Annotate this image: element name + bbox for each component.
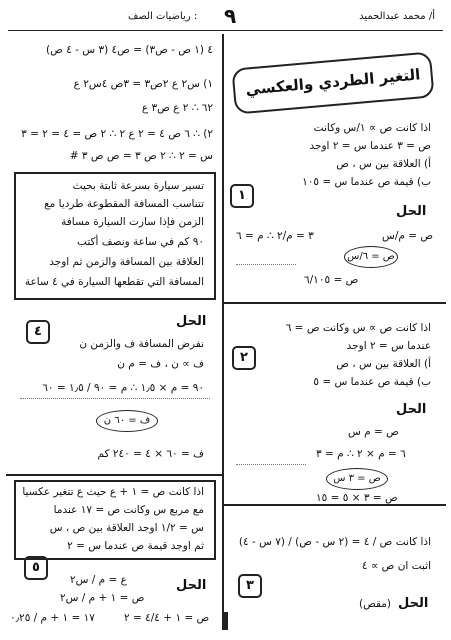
text-line: اثبت ان ص ∝ ٤: [361, 560, 431, 572]
text-line: ٩٠ كم في ساعة ونصف أكتب: [77, 236, 204, 248]
solution-label: الحل: [396, 204, 427, 219]
text-line: اذا كانت ص ∝ س وكانت ص = ٦: [285, 322, 431, 334]
solution-line: ص = ٦/١٠٥: [304, 274, 359, 286]
text-line: ص = ٣ عندما س = ٢ اوجد: [309, 140, 431, 152]
question-number: ٣: [238, 574, 262, 598]
solution-line: ص = م س: [348, 426, 399, 438]
text-line: ٢) ∴ ٦ ص ٤ = ٢ ع ٢ ∴ ٢ ص = ٤ = ٢ = ٣: [21, 128, 213, 140]
solution-line: ف = ٦٠ × ٤ = ٢٤٠ كم: [97, 448, 204, 460]
separator: [6, 474, 222, 476]
solution-label: الحل: [176, 578, 207, 593]
text-line: تسير سيارة بسرعة ثابتة بحيث: [72, 180, 204, 192]
text-line: مع مربع س وكانت ص = ١٧ عندما: [53, 504, 204, 516]
text-line: اذا كانت ص / ٤ = (٢ س - ص) / (٧ س - ٤): [238, 536, 431, 548]
result-oval: ص = ٦/س: [344, 246, 398, 268]
separator: [224, 302, 446, 304]
result-oval: ف = ٦٠ ن: [96, 410, 158, 432]
solution-line: ص = ٣ × ٥ = ١٥: [316, 492, 398, 504]
solution-line: ص = م/س: [382, 230, 434, 242]
solution-line: ع = م / س٢: [70, 574, 127, 586]
text-line: س = ٢ ∴ ٢ ص ٣ = ص ص ٣ #: [69, 150, 213, 162]
text-line: س = ١/٢ اوجد العلاقة بين ص ، س: [49, 522, 204, 534]
dotted-line: [20, 398, 210, 399]
question-number: ٤: [26, 320, 50, 344]
lesson-title-banner: التغير الطردي والعكسي: [231, 51, 434, 114]
solution-line: ٣ = م/٢ ∴ م = ٦: [236, 230, 314, 242]
text-line: ثم اوجد قيمة ص عندما س = ٢: [67, 540, 204, 552]
page-header: [8, 4, 443, 31]
question-number: ١: [230, 184, 254, 208]
solution-line: ص = ١ + ٤/٤ = ٢: [124, 612, 210, 624]
text-line: ب) قيمة ص عندما س = ٥: [313, 376, 431, 388]
result-oval: ص = ٣ س: [326, 468, 388, 490]
question-number: ٢: [232, 346, 256, 370]
solution-label: الحل: [398, 596, 429, 611]
text-line: أ) العلاقة بين س ، ص: [336, 358, 431, 370]
solution-label: الحل: [396, 402, 427, 417]
separator: [224, 504, 446, 506]
text-line: المسافة التي تقطعها السيارة في ٤ ساعة: [24, 276, 204, 288]
text-line: ٤ (١ ص - ص٣) = ص٤ (٣ س - ٤ ص): [46, 44, 213, 56]
text-line: الزمن فإذا سارت السيارة مسافة: [61, 216, 204, 228]
dotted-line: [236, 464, 306, 465]
dotted-line: [236, 264, 296, 265]
solution-line: ٦ = م × ٢ ∴ م = ٣: [316, 448, 406, 460]
page-number: ٩: [224, 4, 237, 28]
text-line: العلاقة بين المسافة والزمن ثم اوجد: [49, 256, 204, 268]
text-line: ٦٢ ∴ ٢ ع ص٣ ع: [141, 102, 213, 114]
solution-line: ص = ١ + م / س٢: [60, 592, 145, 604]
solution-line: ف ∝ ن ، ف = م ن: [117, 358, 204, 370]
text-line: ب) قيمة ص عندما س = ١٠٥: [302, 176, 431, 188]
author-name: أ/ محمد عبدالحميد: [359, 11, 435, 22]
solution-label: الحل: [176, 314, 207, 329]
solution-line: ١٧ = ١ + م / ٠٫٢٥: [10, 612, 95, 624]
text-line: اذا كانت ص ∝ ١/س وكانت: [313, 122, 431, 134]
column-divider: [222, 34, 224, 630]
text-line: أ) العلاقة بين س ، ص: [336, 158, 431, 170]
solution-line: نفرض المسافة ف والزمن ن: [79, 338, 204, 350]
bottom-mark: [224, 612, 228, 630]
text-line: عندما س = ٢ اوجد: [346, 340, 431, 352]
solution-line: ٩٠ = م × ١٫٥ ∴ م = ٩٠ / ١٫٥ = ٦٠: [42, 382, 204, 394]
solution-note: (مقص): [359, 598, 391, 610]
text-line: تتناسب المسافة المقطوعة طرديا مع: [44, 198, 204, 210]
text-line: اذا كانت ص = ١ + ع حيث ع تتغير عكسيا: [22, 486, 204, 498]
text-line: ١) س٢ ع ٢ص٣ = ٣ص ٤س٢ ع: [73, 78, 213, 90]
subject-label: رياضيات الصف :: [128, 11, 198, 22]
question-number: ٥: [24, 556, 48, 580]
